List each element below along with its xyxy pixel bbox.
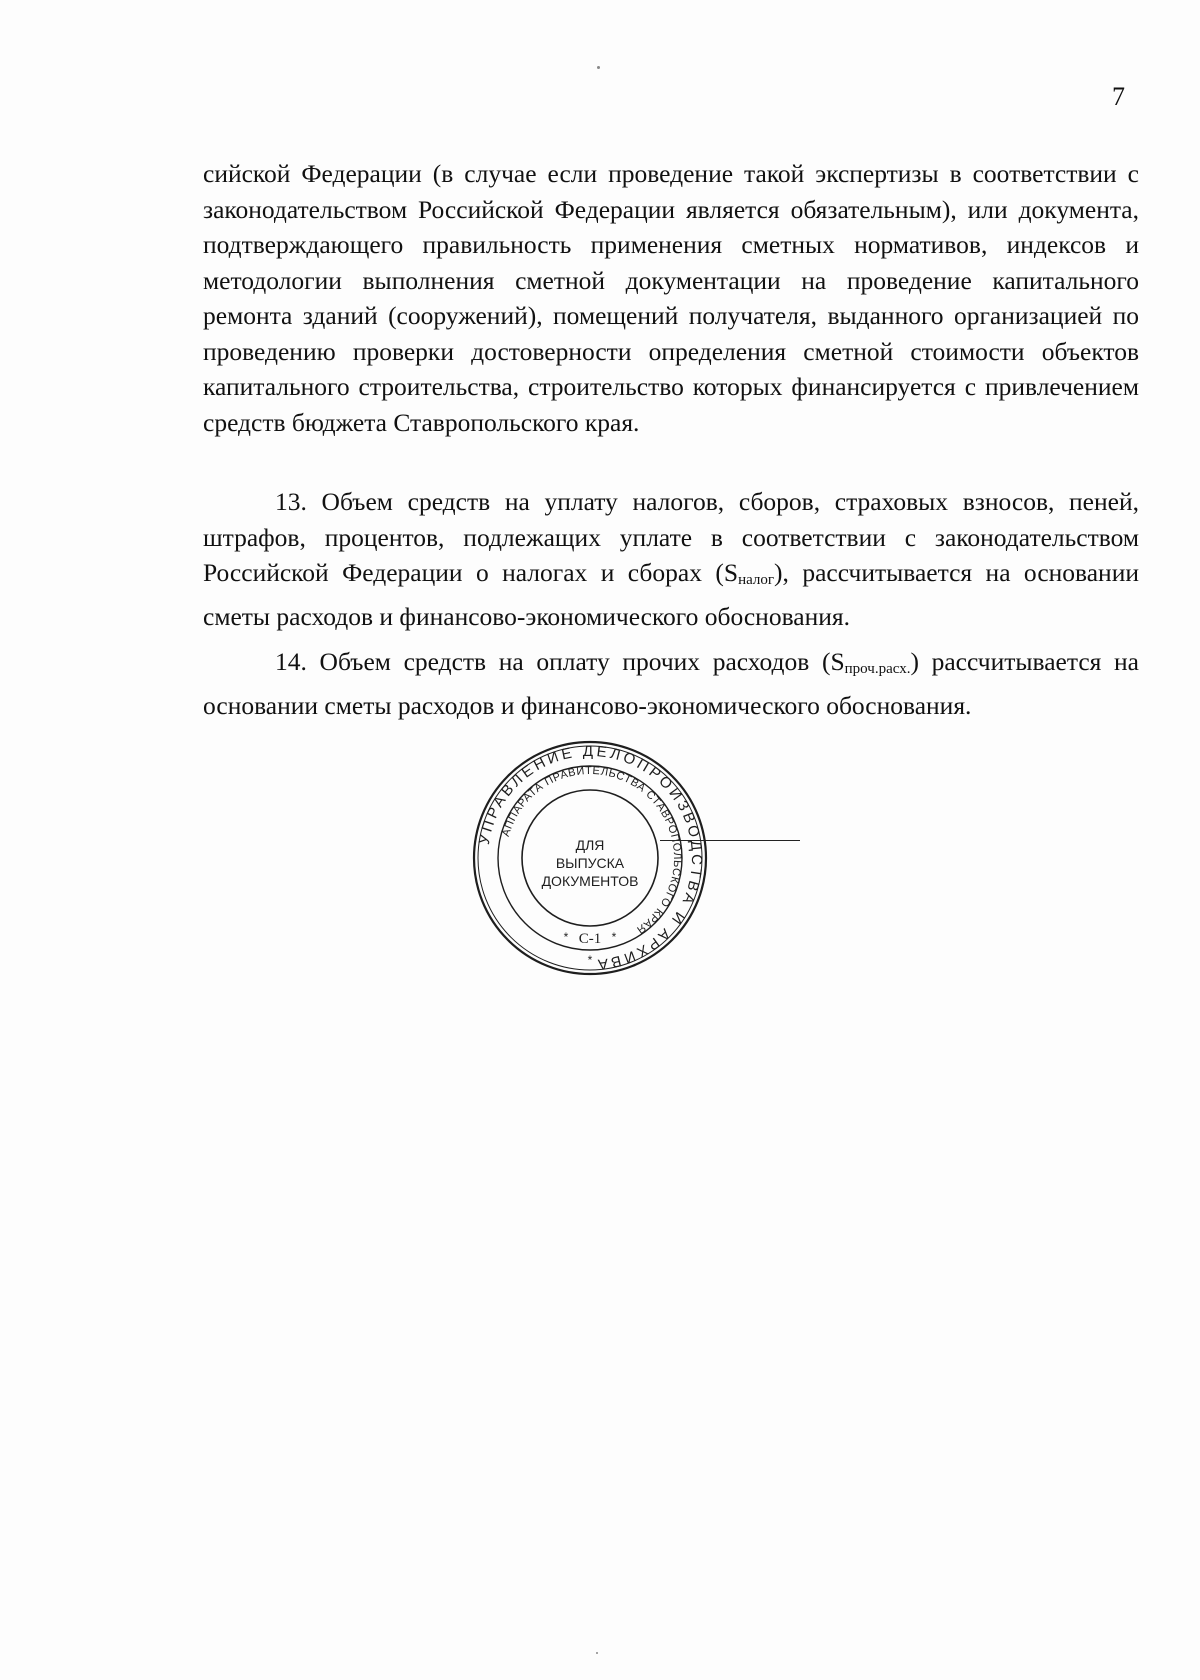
signature-line [660,840,800,841]
paragraph-14-text-start: 14. Объем средств на оплату прочих расходов (S [275,647,845,676]
paragraph-13-text-end: ), рассчитывается на основании сметы расходов и финансово-экономического обоснования. [203,558,1139,631]
stamp-center-line1: ДЛЯ [575,837,605,853]
paragraph-13 [203,484,1139,634]
paragraph-14 [203,644,1139,723]
page-number: 7 [1112,82,1125,111]
stamp-outer-text: УПРАВЛЕНИЕ ДЕЛОПРОИЗВОДСТВА И АРХИВА [475,742,706,974]
subscript-proch-rash: проч.расх. [844,661,911,677]
stamp-inner-text: АППАРАТА ПРАВИТЕЛЬСТВА СТАВРОПОЛЬСКОГО КРАЯ [499,764,684,936]
paragraph-14-text-end: ) рассчитывается на основании сметы расходов и финансово-экономического обоснования. [203,647,1139,720]
stamp-code: С-1 [578,931,602,947]
star-icon: * [587,953,593,967]
paragraph-13-text-start: 13. Объем средств на уплату налогов, сборов, страховых взносов, пеней, штрафов, процентов, подлежащих уплате в соответствии с законодательством Российской Федерации о налогах и сборах (S [203,487,1139,587]
stamp-center-line3: ДОКУМЕНТОВ [541,873,639,889]
star-icon: * [611,930,617,944]
subscript-nalog: налог [738,572,775,588]
star-icon: * [563,930,569,944]
scan-speck [596,1652,598,1654]
stamp-center-line2: ВЫПУСКА [555,855,625,871]
paragraph-continuation: сийской Федерации (в случае если проведение такой экспертизы в соответствии с законодательством Российской Федерации является обязательным), или документа, подтверждающего правильность применения сметных нормативов, индексов и методологии выполнения сметной документации на проведение капитального ремонта зданий (сооружений), помещений получателя, выданного организацией по проведению проверки достоверности определения сметной стоимости объектов капитального строительства, строительство которых финансируется с привлечением средств бюджета Ставропольского края. [203,159,1139,437]
scan-speck [597,66,600,69]
stamp-seal [470,738,710,978]
official-stamp [470,738,710,978]
